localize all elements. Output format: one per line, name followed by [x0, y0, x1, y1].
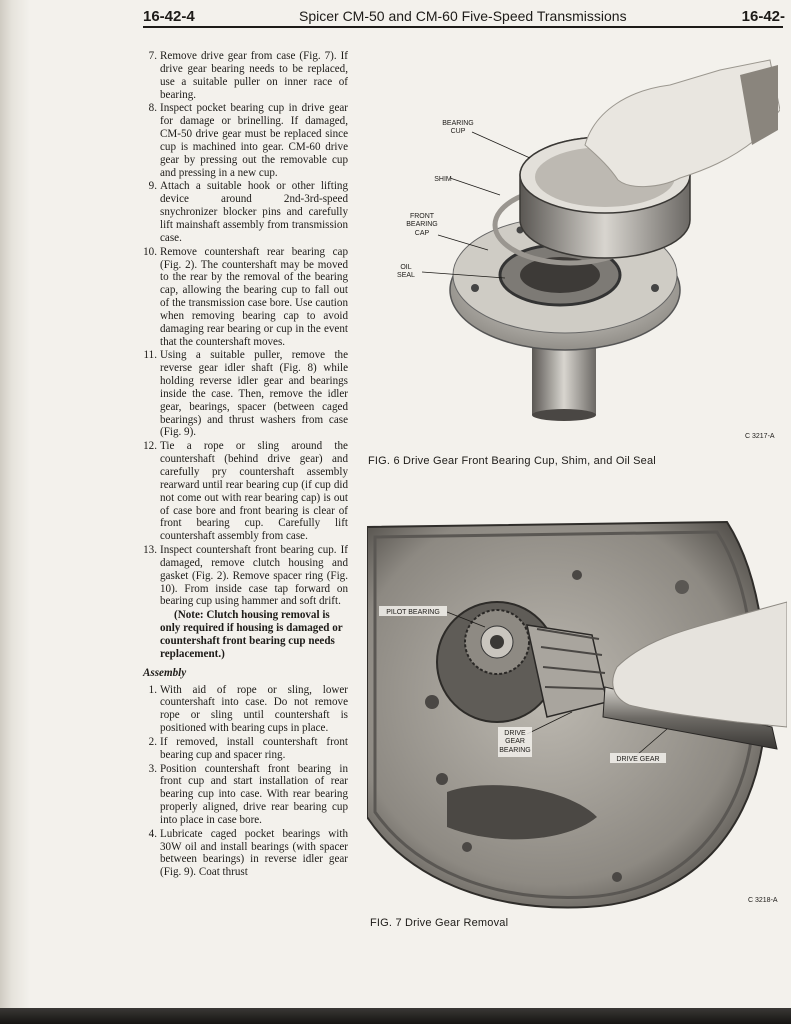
step-number: 13. [143, 544, 157, 557]
shaft-end [532, 409, 596, 421]
step-number: 7. [148, 50, 157, 62]
step-text: Inspect countershaft front bearing cup. If damaged, remove clutch housing and gasket (Fig. 2). Remove spacer ring (Fig. 10). From inside case tap forward on bearing cup using hammer and soft drift. [160, 544, 348, 608]
fig7-code: C 3218-A [748, 897, 778, 904]
assembly-step-3 [143, 763, 348, 827]
page-header [143, 6, 791, 28]
step-number: 2. [148, 735, 157, 748]
step-number: 4. [148, 827, 157, 840]
figure-6-bearing-cup-photo [360, 50, 780, 445]
fig6-code: C 3217-A [745, 433, 775, 440]
label-drive-gear-bearing-3: BEARING [499, 747, 531, 754]
step-text: Attach a suitable hook or other lifting device around 2nd-3rd-speed snychronizer blocker pins and carefully lift mainshaft assembly from transmission case. [160, 180, 348, 244]
step-text: With aid of rope or sling, lower countershaft into case. Do not remove rope or sling until countershaft is positioned with bearing cups in place. [160, 683, 348, 735]
step-number: 10. [143, 245, 157, 258]
step-number: 3. [148, 762, 157, 775]
label-oil-seal: OIL [400, 264, 412, 271]
step-text: Position countershaft front bearing in front cup and start installation of rear bearing cup into case. With rear bearing properly aligned, drive rear bearing cup into place in case bore. [160, 762, 348, 826]
assembly-heading: Assembly [143, 666, 187, 679]
label-oil-seal-2: SEAL [397, 272, 415, 279]
step-text: Using a suitable puller, remove the reverse gear idler shaft (Fig. 8) while holding reverse idler gear and bearings inside the case. Then, remove the idler gear, bearings, spacer (between caged bearings) and thrust washers from case (Fig. 9). [160, 349, 348, 439]
page-number-left: 16-42-4 [143, 8, 195, 25]
fig7-caption: FIG. 7 Drive Gear Removal [370, 917, 509, 929]
step-number: 11. [143, 349, 157, 362]
step-text: Remove drive gear from case (Fig. 7). If drive gear bearing needs to be replaced, use a suitable puller on inner race of bearing. [160, 50, 348, 101]
step-9 [143, 180, 348, 244]
procedure-text-column [143, 50, 348, 880]
note-clutch-housing: (Note: Clutch housing removal is only required if housing is damaged or countershaft front bearing cup needs replacement.) [160, 609, 343, 660]
label-front-bearing-cap: FRONT [409, 213, 435, 220]
fig6-caption: FIG. 6 Drive Gear Front Bearing Cup, Shim, and Oil Seal [368, 455, 656, 467]
step-10 [143, 246, 348, 349]
step-number: 9. [148, 180, 157, 193]
step-number: 8. [148, 102, 157, 115]
figure-7-drive-gear-photo [367, 517, 787, 912]
label-shim: SHIM [434, 176, 452, 183]
assembly-step-4 [143, 828, 348, 879]
step-text: Lubricate caged pocket bearings with 30W oil and install bearings (with spacer between bearings) in reverse idler gear (Fig. 9). Coat thrust [160, 827, 348, 879]
label-bearing-cup-2: CUP [450, 128, 466, 135]
step-text: Remove countershaft rear bearing cap (Fig. 2). The countershaft may be moved to the rear by the removal of the bearing cap, allowing the bearing cup to fall out of the transmission case bore. Use caution when removing bearing cap to avoid damaging rear bearing or cup in the event that the countershaft moves. [160, 245, 348, 348]
step-7 [143, 50, 348, 101]
step-number: 1. [148, 683, 157, 696]
label-front-bearing-cap-3: CAP [414, 230, 430, 237]
page-title: Spicer CM-50 and CM-60 Five-Speed Transmissions [299, 8, 627, 24]
step-8 [143, 102, 348, 179]
label-pilot-bearing: PILOT BEARING [386, 609, 440, 616]
label-drive-gear-bearing-2: GEAR [505, 738, 525, 745]
scan-bottom-edge [0, 1008, 791, 1024]
step-13 [143, 544, 348, 608]
label-drive-gear-bearing: DRIVE [504, 730, 526, 737]
step-text: If removed, install countershaft front bearing cup and spacer ring. [160, 735, 348, 761]
label-drive-gear: DRIVE GEAR [616, 756, 660, 763]
step-number: 12. [143, 440, 157, 453]
step-text: Tie a rope or sling around the countershaft (behind drive gear) and carefully pry countershaft assembly rearward until rear bearing cup (if cup did not come out with rear bearing cap) is out of case bore and front bearing is clear of front bearing cup. Carefully lift countershaft assembly from case. [160, 440, 348, 543]
step-text: Inspect pocket bearing cup in drive gear for damage or brinelling. If damaged, CM-50 drive gear must be replaced since cup is machined into gear. CM-60 drive gear by pressing out the removable cup and pressing in a new cup. [160, 102, 348, 179]
assembly-step-2 [143, 736, 348, 762]
label-bearing-cup: BEARING [442, 120, 474, 127]
label-front-bearing-cap-2: BEARING [406, 221, 438, 228]
step-11 [143, 349, 348, 439]
page-binding-edge [0, 0, 30, 1010]
header-rule [143, 26, 783, 28]
step-12 [143, 440, 348, 543]
assembly-step-1 [143, 684, 348, 735]
page-number-right: 16-42- [741, 8, 785, 25]
